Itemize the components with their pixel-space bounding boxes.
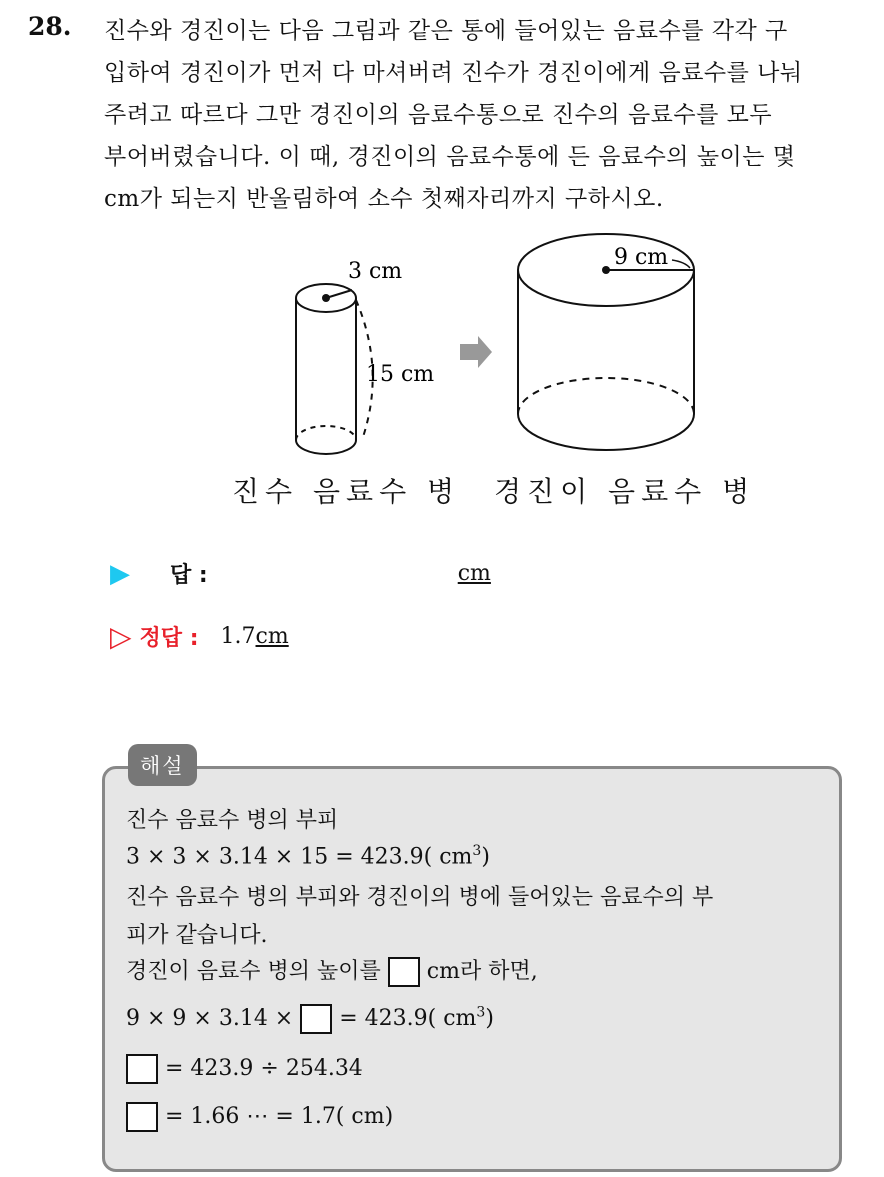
solution-line: 경진이 음료수 병의 높이를 cm라 하면, [126, 954, 538, 987]
question-text [104, 10, 864, 220]
arrow-icon [460, 336, 492, 368]
question-line: 부어버렸습니다. 이 때, 경진이의 음료수통에 든 음료수의 높이는 몇 [104, 144, 796, 170]
correct-answer-unit: cm [255, 624, 289, 649]
solution-line: 9 × 9 × 3.14 × = 423.9( $cm^3$) [126, 1004, 494, 1034]
correct-answer-label: 정답 : [139, 626, 199, 651]
question-line: cm가 되는지 반올림하여 소수 첫째자리까지 구하시오. [104, 186, 664, 212]
answer-unit: cm [457, 561, 491, 586]
answer-label: 답 : [170, 563, 208, 588]
blank-box [126, 1054, 158, 1084]
solution-line: 진수 음료수 병의 부피와 경진이의 병에 들어있는 음료수의 부 [126, 885, 714, 910]
correct-answer-row [110, 620, 289, 653]
solution-line: 진수 음료수 병의 부피 [126, 808, 339, 833]
blank-box [300, 1004, 332, 1034]
large-radius-label: 9 cm [614, 245, 669, 270]
blank-box [388, 957, 420, 987]
question-line: 입하여 경진이가 먼저 다 마셔버려 진수가 경진이에게 음료수를 나눠 [104, 60, 803, 86]
question-line: 주려고 따르다 그만 경진이의 음료수통으로 진수의 음료수를 모두 [104, 102, 773, 128]
blank-box [126, 1102, 158, 1132]
small-radius-line [326, 290, 352, 298]
outline-play-marker-icon: ▷ [110, 620, 132, 653]
solution-line: 3 × 3 × 3.14 × 15 = 423.9( $cm^3$) [126, 843, 490, 870]
solution-line: 피가 같습니다. [126, 923, 268, 948]
solution-line: = 1.66 ⋯ = 1.7( cm) [126, 1102, 393, 1132]
small-height-label: 15 cm [366, 362, 435, 387]
answer-row [110, 558, 491, 589]
small-cylinder [296, 284, 373, 454]
cylinder-figure [220, 228, 740, 468]
question-number: 28. [28, 12, 72, 41]
solution-line: = 423.9 ÷ 254.34 [126, 1054, 363, 1084]
solution-tag: 해설 [128, 744, 197, 786]
large-bottle-caption: 경진이 음료수 병 [494, 475, 756, 508]
question-line: 진수와 경진이는 다음 그림과 같은 통에 들어있는 음료수를 각각 구 [104, 18, 788, 44]
small-radius-label: 3 cm [348, 259, 403, 284]
correct-answer-value: 1.7 [220, 624, 256, 649]
play-marker-icon: ▶ [110, 558, 130, 589]
small-bottle-caption: 진수 음료수 병 [232, 475, 461, 508]
